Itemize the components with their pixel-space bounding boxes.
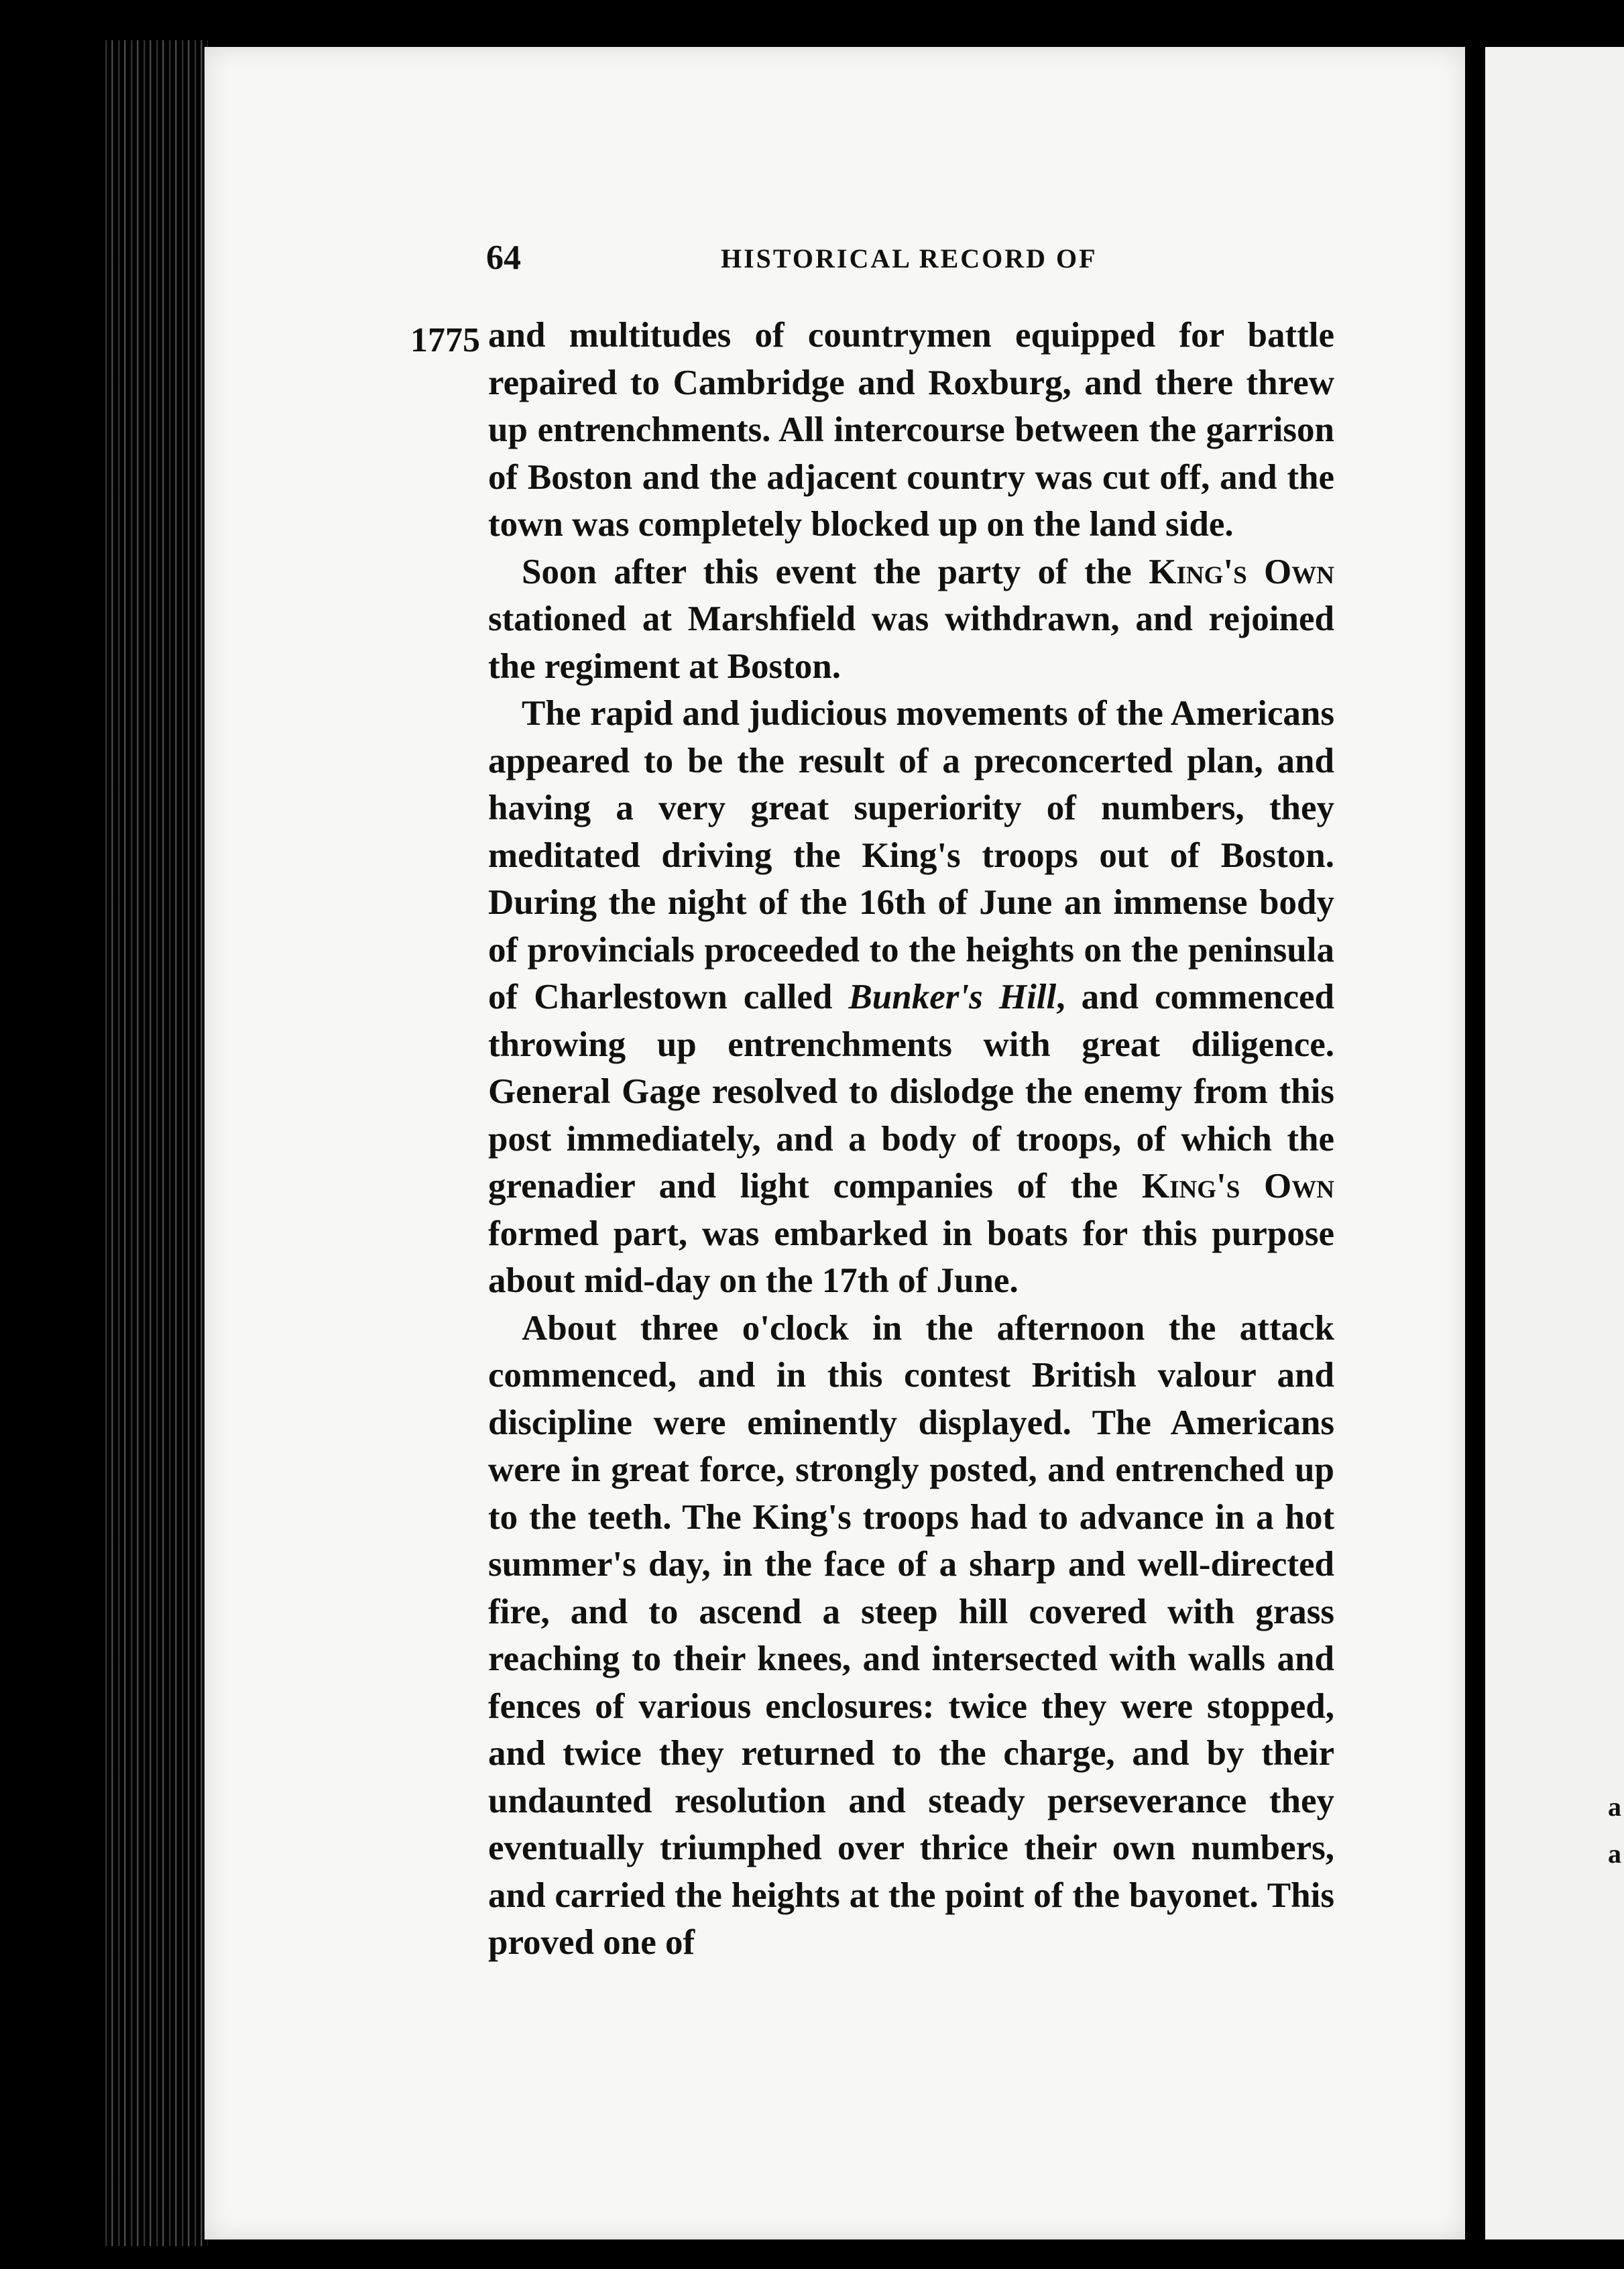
paragraph-3-part-c: formed part, was embarked in boats for this purpose about mid-day on the 17th of June.: [488, 1214, 1334, 1300]
paragraph-2-end: stationed at Marshfield was withdrawn, and rejoined the regiment at Boston.: [488, 599, 1334, 686]
body-text: [488, 312, 1334, 1967]
paragraph-2-start: Soon after this event the party of the: [522, 552, 1149, 591]
paragraph-2: [488, 548, 1334, 691]
bunkers-hill-italic: Bunker's Hill: [848, 978, 1057, 1016]
page-number: 64: [486, 239, 521, 277]
paragraph-3-part-a: The rapid and judicious movements of the Americans appeared to be the result of a preconcerted plan, and having a very great superiority of numbers, they meditated driving the King's troops out of Boston. During the night of the 16th of June an immense body of provincials proceeded to the heights on the peninsula of Charlestown called: [488, 694, 1334, 1016]
margin-year: 1775: [410, 321, 480, 359]
facing-page-letter: a: [1608, 1792, 1621, 1822]
paragraph-4: About three o'clock in the afternoon the attack commenced, and in this contest British valour and discipline were eminently displayed. The Americans were in great force, strongly posted, and entrenched up to the teeth. The King's troops had to advance in a hot summer's day, in the face of a sharp and well-directed fire, and to ascend a steep hill covered with grass reaching to their knees, and intersected with walls and fences of various enclosures: twice they were stopped, and twice they returned to the charge, and by their undaunted resolution and steady perseverance they eventually triumphed over thrice their own numbers, and carried the heights at the point of the bayonet. This proved one of: [488, 1308, 1334, 1962]
facing-page-edge: [1485, 47, 1624, 2239]
paragraph-3-part-b: , and commenced throwing up entrenchments with great diligence. General Gage resolved to dislodge the enemy from this post immediately, and a body of troops, of which the grenadier and light companies of the: [488, 978, 1334, 1206]
facing-page-letter: a: [1608, 1839, 1621, 1869]
running-header-title: HISTORICAL RECORD OF: [721, 243, 1098, 274]
kings-own-smallcaps: King's Own: [1141, 1167, 1334, 1206]
book-page-edges: [101, 40, 208, 2246]
paragraph-3: [488, 690, 1334, 1305]
facing-page-letters: [1608, 1784, 1624, 1877]
paragraph-1: and multitudes of countrymen equipped for battle repaired to Cambridge and Roxburg, and there threw up entrenchments. All intercourse between the garrison of Boston and the adjacent country was cut off, and the town was completely blocked up on the land side.: [488, 316, 1334, 544]
kings-own-smallcaps: King's Own: [1149, 552, 1334, 591]
